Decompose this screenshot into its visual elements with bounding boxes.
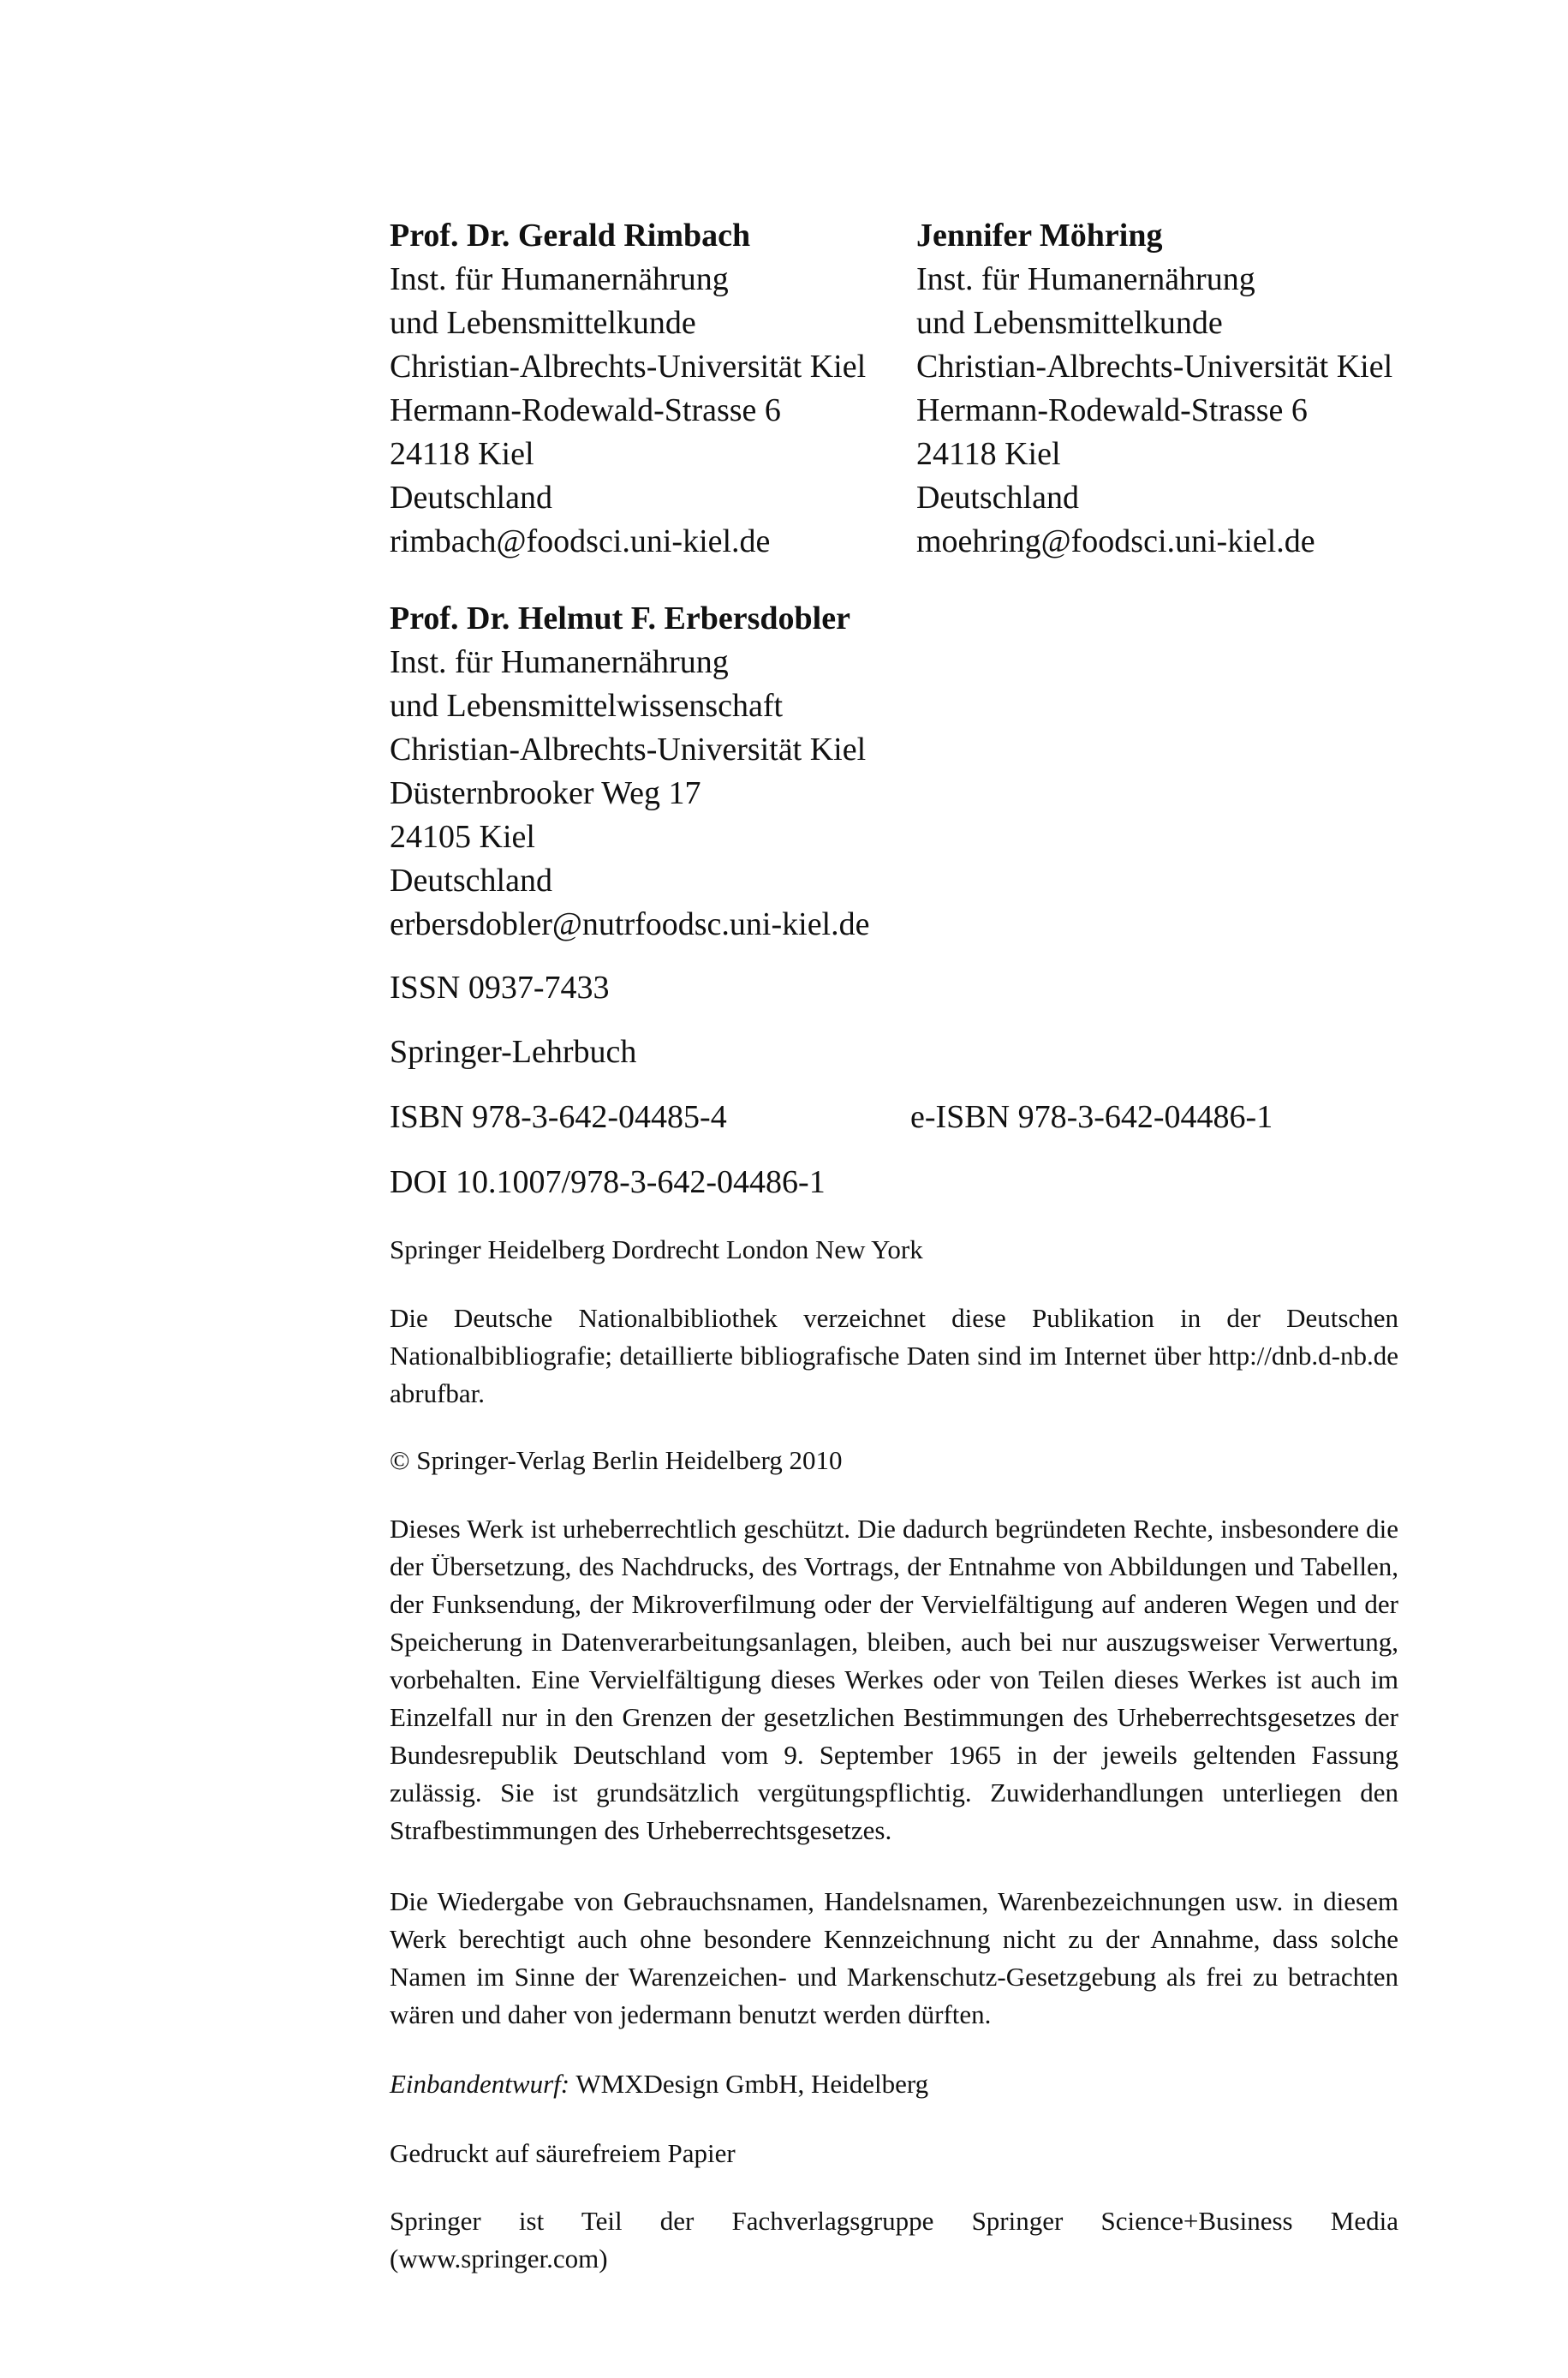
- author-name: Prof. Dr. Helmut F. Erbersdobler: [390, 600, 850, 636]
- cover-design-label: Einbandentwurf:: [390, 2069, 570, 2099]
- author-address-line: Inst. für Humanernährung: [390, 261, 729, 297]
- author-address-line: und Lebensmittelkunde: [390, 305, 696, 341]
- issn: ISSN 0937-7433: [390, 970, 610, 1006]
- author-address-line: 24105 Kiel: [390, 819, 535, 855]
- trademark-notice: Die Wiedergabe von Gebrauchsnamen, Handelsnamen, Warenbezeichnungen usw. in diesem Werk berechtigt auch ohne besondere Kennzeichnung nicht zu der Annahme, dass solche Namen im Sinne der Warenzeichen- und Markenschutz-Gesetzgebung als frei zu betrachten wären und daher von jedermann benutzt werden dürften.: [390, 1886, 1398, 2029]
- author-address-line: Düsternbrooker Weg 17: [390, 775, 701, 811]
- author-name: Prof. Dr. Gerald Rimbach: [390, 218, 751, 254]
- cover-design-value: WMXDesign GmbH, Heidelberg: [575, 2069, 929, 2099]
- paper-note: Gedruckt auf säurefreiem Papier: [390, 2138, 736, 2168]
- author-email: rimbach@foodsci.uni-kiel.de: [390, 523, 771, 559]
- author-block-moehring: [916, 214, 1392, 564]
- author-block-rimbach: [390, 214, 866, 564]
- author-email: erbersdobler@nutrfoodsc.uni-kiel.de: [390, 906, 870, 942]
- author-address-line: Christian-Albrechts-Universität Kiel: [390, 349, 867, 385]
- publisher-locations: Springer Heidelberg Dordrecht London New York: [390, 1234, 923, 1264]
- author-address-line: 24118 Kiel: [916, 436, 1061, 472]
- author-address-line: 24118 Kiel: [390, 436, 534, 472]
- author-address-line: Christian-Albrechts-Universität Kiel: [916, 349, 1393, 385]
- publisher-group-note: Springer ist Teil der Fachverlagsgruppe Springer Science+Business Media (www.springer.com): [390, 2206, 1398, 2273]
- copyright-line: © Springer-Verlag Berlin Heidelberg 2010: [390, 1445, 843, 1475]
- rights-notice: Dieses Werk ist urheberrechtlich geschützt. Die dadurch begründeten Rechte, insbesondere die der Übersetzung, des Nachdrucks, des Vortrags, der Entnahme von Abbildungen und Tabellen, der Funksendung, der Mikroverfilmung oder der Vervielfältigung auf anderen Wegen und der Speicherung in Datenverarbeitungsanlagen, bleiben, auch bei nur auszugsweiser Verwertung, vorbehalten. Eine Vervielfältigung dieses Werkes oder von Teilen dieses Werkes ist auch im Einzelfall nur in den Grenzen der gesetzlichen Bestimmungen des Urheberrechtsgesetzes der Bundesrepublik Deutschland vom 9. September 1965 in der jeweils geltenden Fassung zulässig. Sie ist grundsätzlich vergütungspflichtig. Zuwiderhandlungen unterliegen den Strafbestimmungen des Urheberrechtsgesetzes.: [390, 1514, 1398, 1845]
- author-address-line: und Lebensmittelwissenschaft: [390, 688, 784, 724]
- series-name: Springer-Lehrbuch: [390, 1034, 637, 1070]
- author-address-line: und Lebensmittelkunde: [916, 305, 1223, 341]
- author-address-line: Hermann-Rodewald-Strasse 6: [390, 392, 781, 428]
- author-block-erbersdobler: [390, 597, 869, 947]
- dnb-notice: Die Deutsche Nationalbibliothek verzeichnet diese Publikation in der Deutschen Nationalbibliografie; detaillierte bibliografische Daten sind im Internet über http://dnb.d-nb.de abrufbar.: [390, 1303, 1398, 1408]
- author-address-line: Christian-Albrechts-Universität Kiel: [390, 732, 867, 768]
- cover-design-line: [390, 2065, 928, 2103]
- author-name: Jennifer Möhring: [916, 218, 1163, 254]
- author-address-line: Hermann-Rodewald-Strasse 6: [916, 392, 1308, 428]
- author-address-line: Inst. für Humanernährung: [916, 261, 1255, 297]
- author-address-line: Inst. für Humanernährung: [390, 644, 729, 680]
- isbn: ISBN 978-3-642-04485-4: [390, 1099, 727, 1135]
- doi: DOI 10.1007/978-3-642-04486-1: [390, 1164, 826, 1200]
- author-address-line: Deutschland: [390, 480, 552, 516]
- eisbn: e-ISBN 978-3-642-04486-1: [910, 1099, 1273, 1135]
- author-address-line: Deutschland: [916, 480, 1079, 516]
- author-address-line: Deutschland: [390, 863, 552, 899]
- author-email: moehring@foodsci.uni-kiel.de: [916, 523, 1315, 559]
